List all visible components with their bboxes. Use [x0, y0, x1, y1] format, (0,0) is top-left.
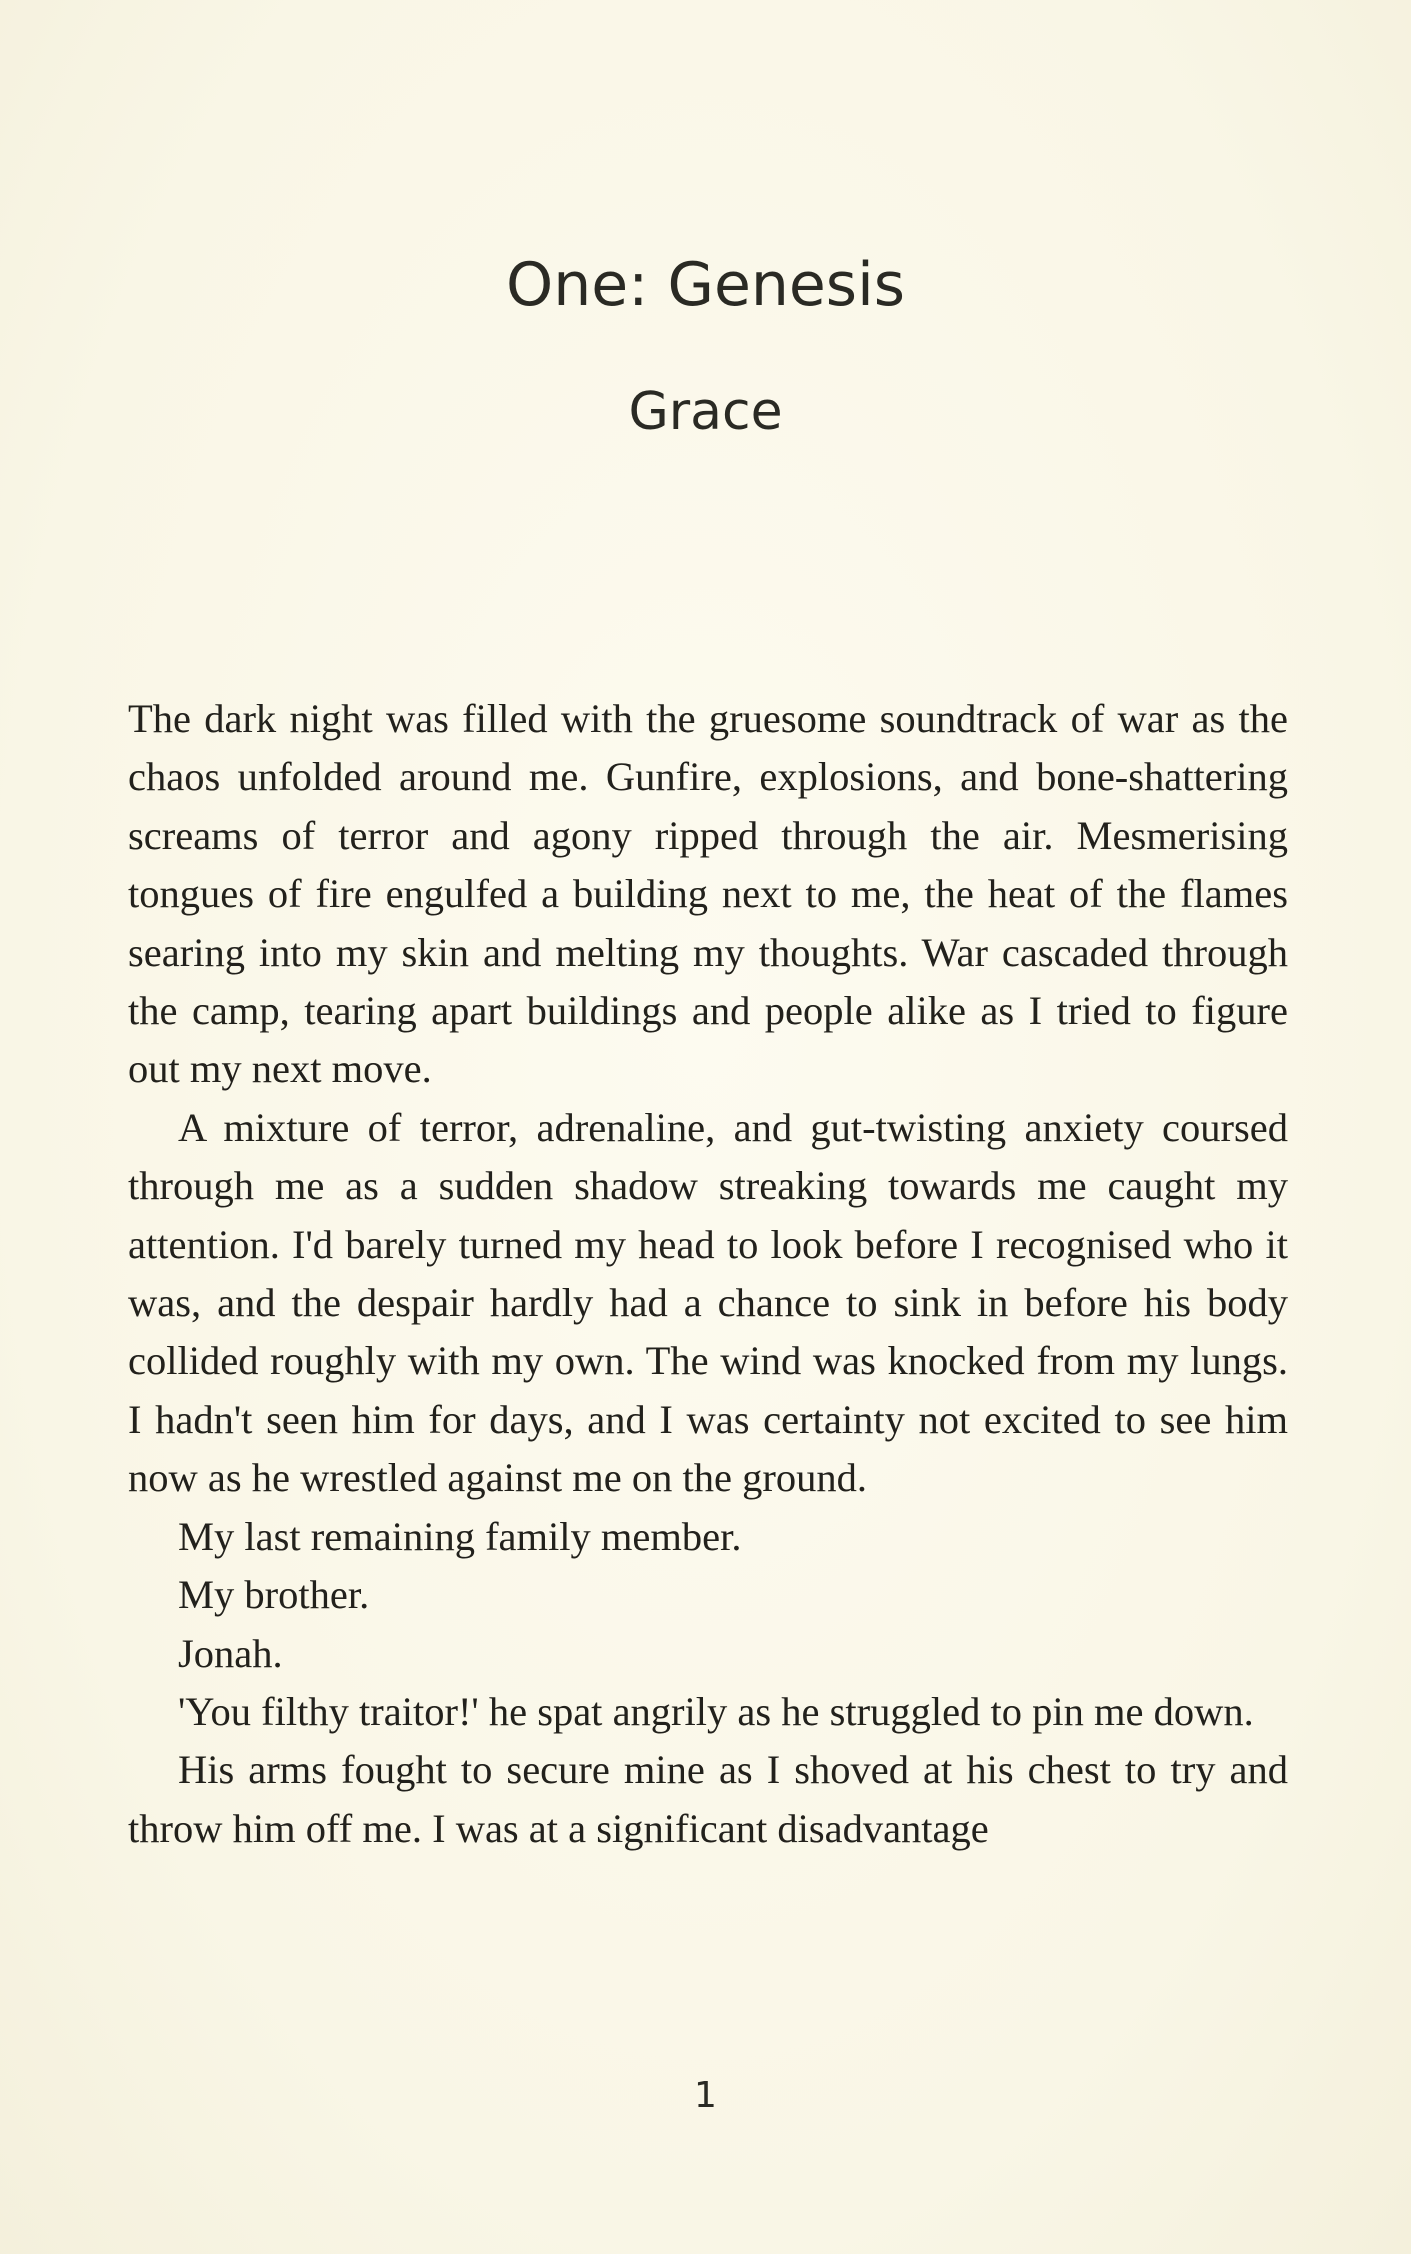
paragraph: My last remaining family member. — [178, 1513, 742, 1559]
page-number: 1 — [694, 2075, 717, 2116]
paragraph: 'You filthy traitor!' he spat angrily as he struggled to pin me down. — [178, 1688, 1254, 1734]
paragraph: Jonah. — [178, 1630, 283, 1676]
paragraph: The dark night was filled with the gruesome soundtrack of war as the chaos unfolded around me. Gunfire, explosions, and bone-shattering screams of terror and agony ripped through the air. Mesmerising tongues of fire engulfed a building next to me, the heat of the flames searing into my skin and melting my thoughts. War cascaded through the camp, tearing apart buildings and people alike as I tried to figure out my next move. — [128, 696, 1288, 1092]
paragraph: A mixture of terror, adrenaline, and gut-twisting anxiety coursed through me as a sudden shadow streaking towards me caught my attention. I'd barely turned my head to look before I recognised who it was, and the despair hardly had a chance to sink in before his body collided roughly with my own. The wind was knocked from my lungs. I hadn't seen him for days, and I was certainty not excited to see him now as he wrestled against me on the ground. — [128, 1104, 1288, 1501]
chapter-subtitle: Grace — [628, 382, 783, 442]
chapter-title: One: Genesis — [506, 250, 905, 320]
paragraph: His arms fought to secure mine as I shoved at his chest to try and throw him off me. I was at a significant disadvantage — [128, 1747, 1288, 1851]
paragraph: My brother. — [178, 1572, 370, 1618]
chapter-body — [128, 690, 1288, 1858]
